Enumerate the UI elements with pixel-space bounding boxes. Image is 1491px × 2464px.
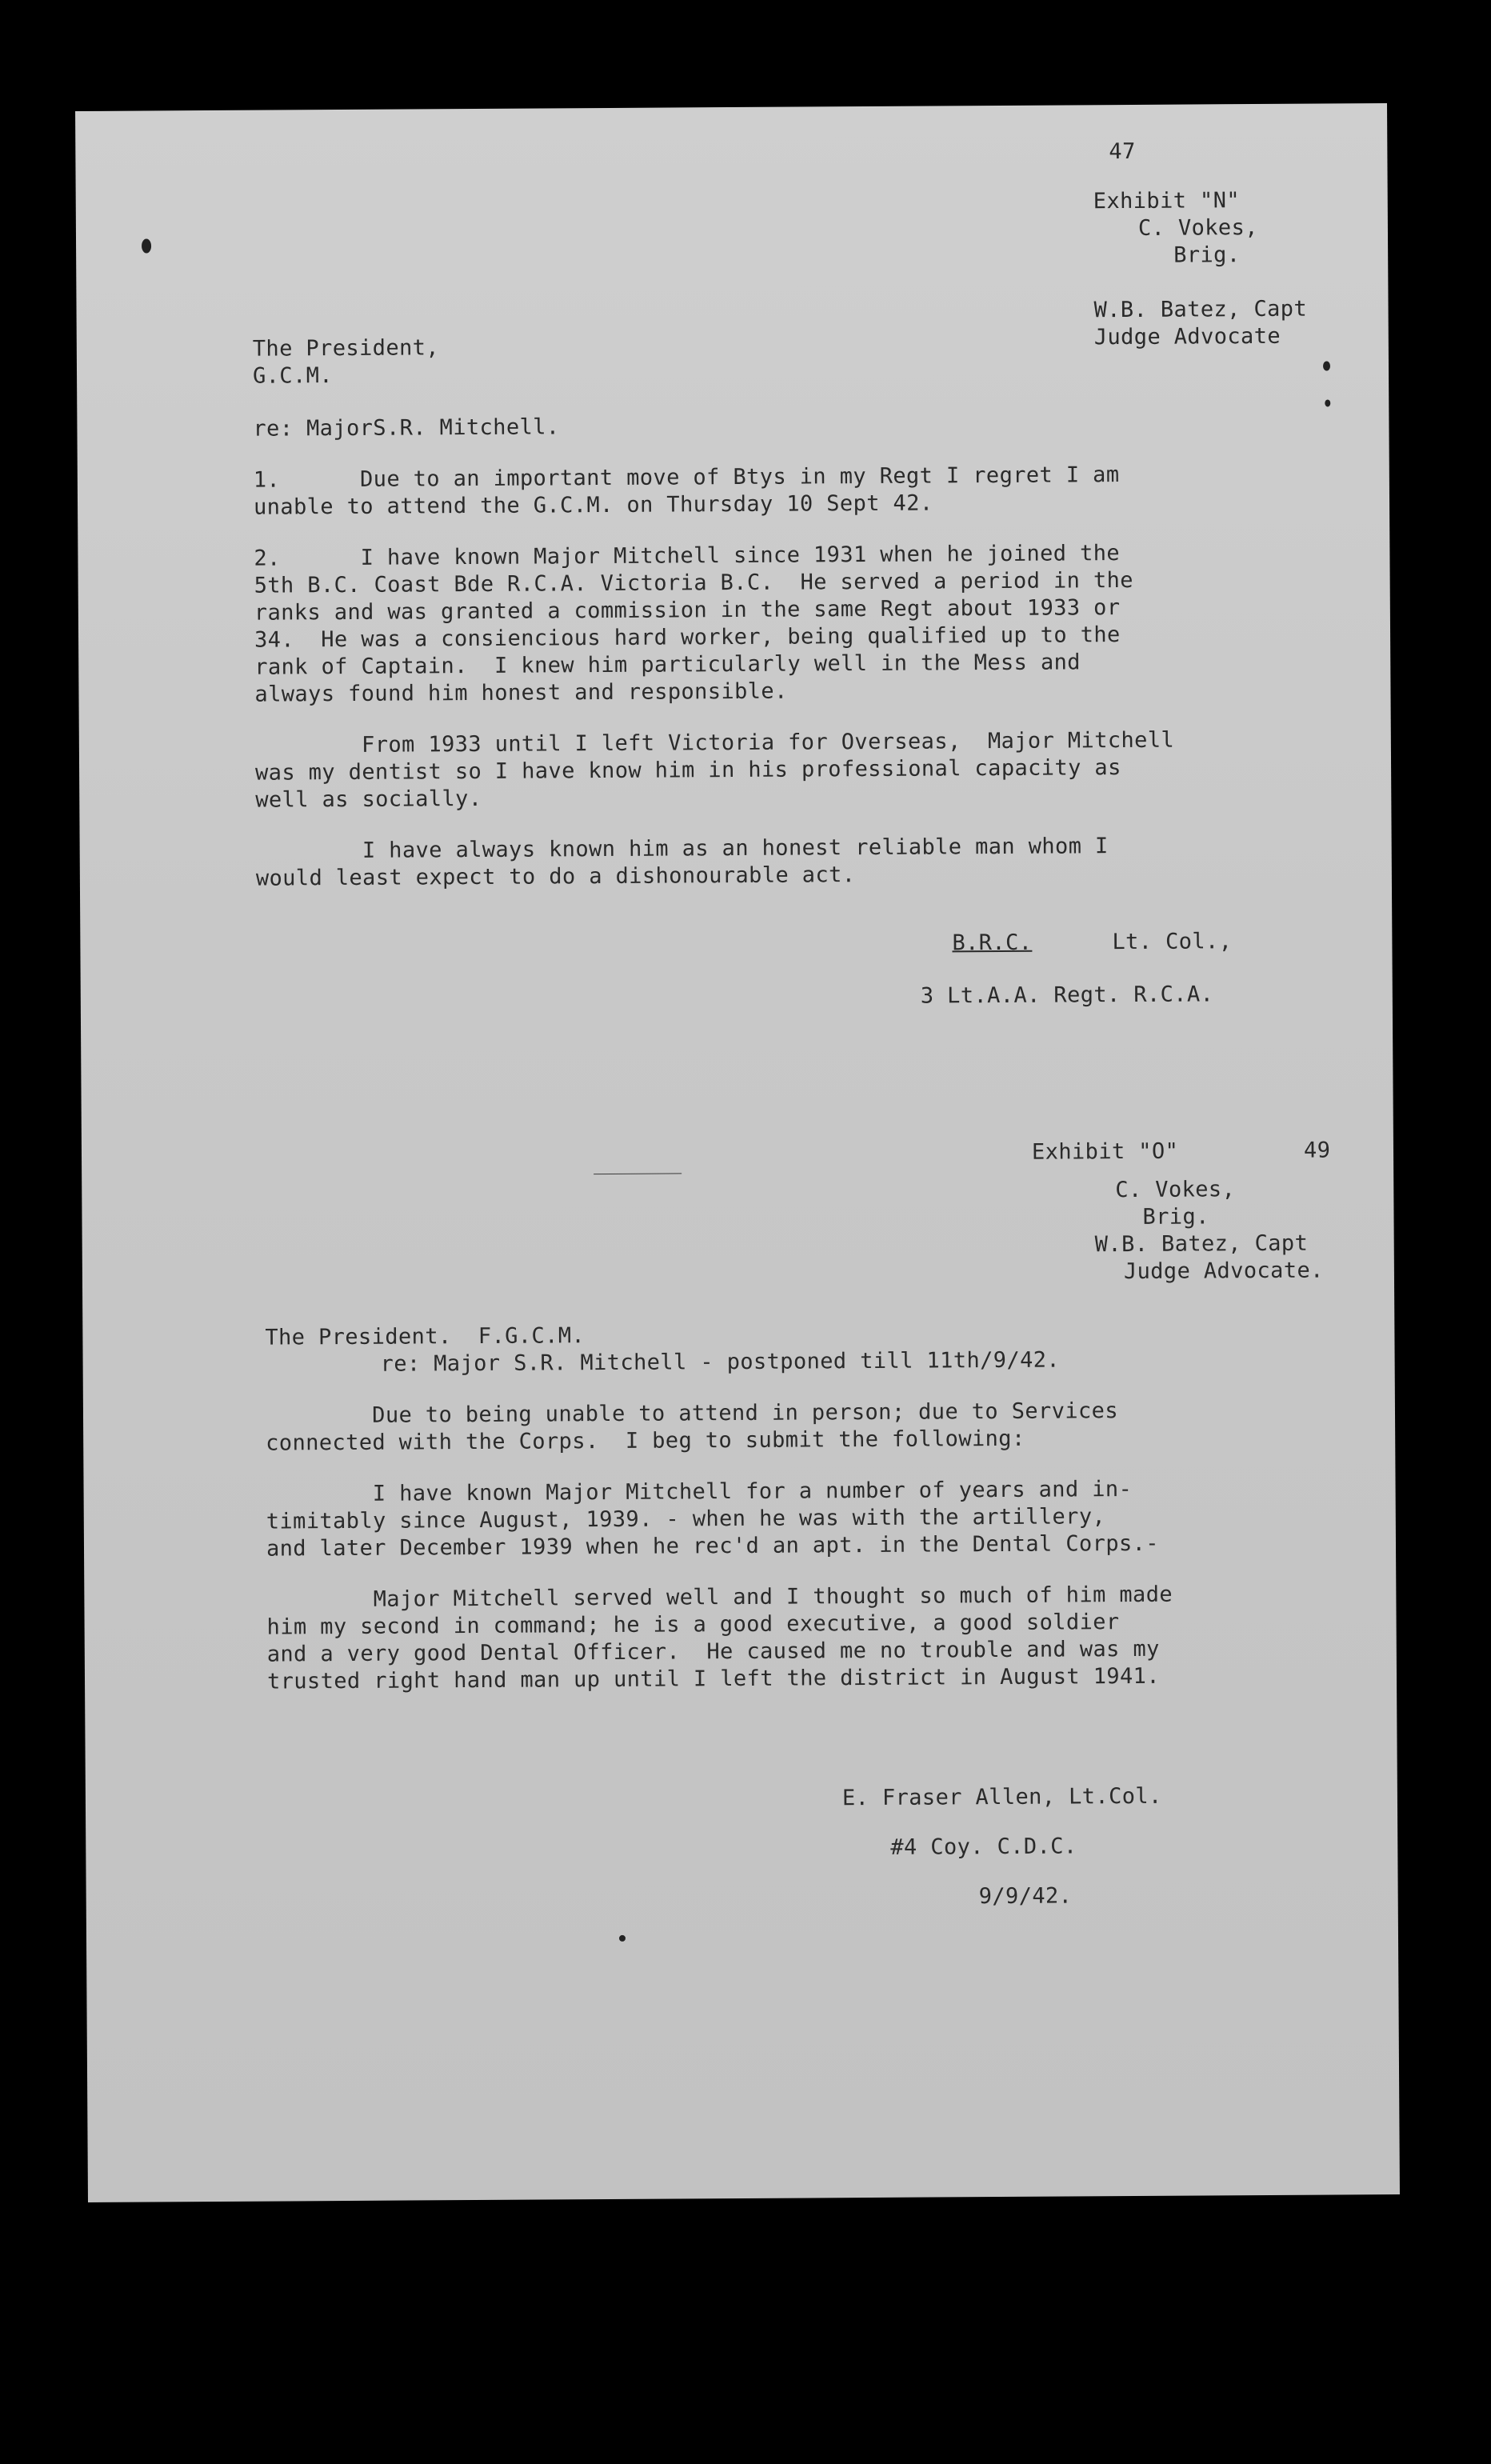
paragraph-line: ranks and was granted a commission in the same Regt about 1933 or bbox=[254, 595, 1121, 626]
paragraph-line: always found him honest and responsible. bbox=[254, 678, 788, 707]
paragraph-line: was my dentist so I have know him in his professional capacity as bbox=[254, 755, 1121, 786]
judge-name: W.B. Batez, Capt bbox=[1093, 296, 1308, 323]
paragraph-line: I have known Major Mitchell for a number of years and in- bbox=[266, 1476, 1133, 1507]
paragraph-line: trusted right hand man up until I left the district in August 1941. bbox=[266, 1663, 1161, 1694]
re-line: re: MajorS.R. Mitchell. bbox=[253, 414, 560, 442]
paragraph-line: I have always known him as an honest reliable man whom I bbox=[255, 834, 1109, 864]
paragraph-line: From 1933 until I left Victoria for Overseas, Major Mitchell bbox=[254, 727, 1175, 758]
paragraph-line: rank of Captain. I knew him particularly well in the Mess and bbox=[254, 650, 1081, 680]
endorsement-name: C. Vokes, bbox=[1115, 1177, 1236, 1203]
divider-line bbox=[594, 1173, 682, 1174]
judge-title: Judge Advocate bbox=[1093, 323, 1281, 350]
paragraph-line: 5th B.C. Coast Bde R.C.A. Victoria B.C. He served a period in the bbox=[254, 567, 1133, 598]
paragraph-line: and a very good Dental Officer. He caused me no trouble and was my bbox=[266, 1636, 1160, 1667]
addressee-line: The President, bbox=[252, 335, 440, 362]
page-number: 49 bbox=[1303, 1138, 1331, 1163]
paragraph-line: well as socially. bbox=[255, 786, 482, 813]
signature-date: 9/9/42. bbox=[978, 1883, 1073, 1910]
paragraph-line: and later December 1939 when he rec'd an apt. in the Dental Corps.- bbox=[266, 1530, 1160, 1562]
signature-unit: #4 Coy. C.D.C. bbox=[890, 1834, 1077, 1860]
paragraph-line: Major Mitchell served well and I thought so much of him made bbox=[266, 1582, 1173, 1613]
endorsement-rank: Brig. bbox=[1173, 242, 1241, 268]
paragraph-line: would least expect to do a dishonourable act. bbox=[255, 862, 856, 891]
scan-mark bbox=[142, 238, 151, 253]
paragraph-line: connected with the Corps. I beg to submit the following: bbox=[266, 1426, 1025, 1456]
addressee-line: G.C.M. bbox=[252, 363, 334, 389]
paragraph-line: Due to being unable to attend in person; due to Services bbox=[265, 1398, 1119, 1429]
endorsement-rank: Brig. bbox=[1142, 1204, 1209, 1230]
re-line: re: Major S.R. Mitchell - postponed till 11th/9/42. bbox=[380, 1347, 1061, 1377]
page-number: 47 bbox=[1109, 138, 1136, 165]
signature-name: E. Fraser Allen, Lt.Col. bbox=[841, 1783, 1162, 1811]
paragraph-line: 34. He was a consiencious hard worker, being qualified up to the bbox=[254, 622, 1121, 653]
scan-mark bbox=[1325, 399, 1330, 406]
judge-name: W.B. Batez, Capt bbox=[1094, 1230, 1309, 1258]
document-page bbox=[75, 103, 1400, 2202]
exhibit-label: Exhibit "O" bbox=[1031, 1138, 1179, 1165]
exhibit-label: Exhibit "N" bbox=[1093, 188, 1241, 214]
paragraph-line: timitably since August, 1939. - when he was with the artillery, bbox=[266, 1504, 1106, 1534]
scan-mark bbox=[1323, 361, 1330, 370]
paragraph-line: 1. Due to an important move of Btys in my Regt I regret I am bbox=[253, 462, 1120, 493]
judge-title: Judge Advocate. bbox=[1123, 1258, 1324, 1285]
signature-unit: 3 Lt.A.A. Regt. R.C.A. bbox=[920, 982, 1214, 1009]
signature-initials: B.R.C. bbox=[952, 930, 1033, 956]
endorsement-name: C. Vokes, bbox=[1137, 215, 1258, 241]
paragraph-line: unable to attend the G.C.M. on Thursday 10 Sept 42. bbox=[253, 490, 933, 520]
addressee-line: The President. F.G.C.M. bbox=[265, 1323, 586, 1350]
signature-rank: Lt. Col., bbox=[1112, 929, 1233, 955]
paragraph-line: him my second in command; he is a good executive, a good soldier bbox=[266, 1610, 1120, 1640]
paragraph-line: 2. I have known Major Mitchell since 1931 when he joined the bbox=[254, 541, 1121, 571]
scan-mark bbox=[619, 1935, 626, 1942]
